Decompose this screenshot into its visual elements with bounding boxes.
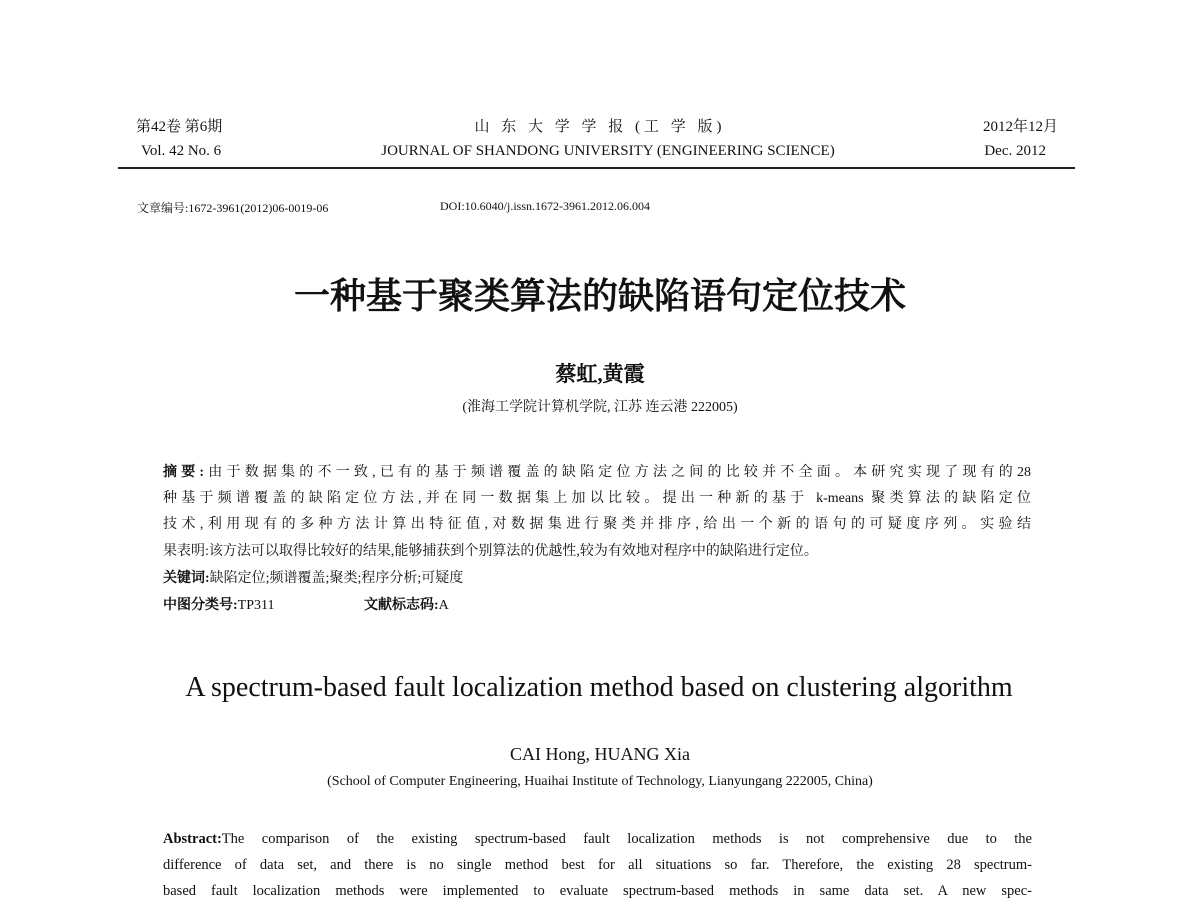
date-cn: 2012年12月 xyxy=(982,119,1058,135)
abstract-cn-line: 技术,利用现有的多种方法计算出特征值,对数据集进行聚类并排序,给出一个新的语句的可疑度序列。实验结 xyxy=(163,517,1031,532)
keywords-label: 关键词: xyxy=(163,571,210,586)
classification-value: TP311 xyxy=(237,598,275,613)
abstract-cn-label: 摘要: xyxy=(163,465,205,480)
article-id: 文章编号:1672-3961(2012)06-0019-06 xyxy=(137,201,329,215)
classification-label: 中图分类号: xyxy=(163,598,238,613)
abstract-cn-line: 种基于频谱覆盖的缺陷定位方法,并在同一数据集上加以比较。提出一种新的基于 k-means 聚类算法的缺陷定位 xyxy=(163,491,1031,506)
abstract-en-line: difference of data set, and there is no single method best for all situations so far. Therefore, the existing 28 spectrum- xyxy=(163,857,1032,873)
abstract-cn-line: 由于数据集的不一致,已有的基于频谱覆盖的缺陷定位方法之间的比较并不全面。本研究实现了现有的28 xyxy=(204,465,1031,480)
affiliation-en: (School of Computer Engineering, Huaihai Institute of Technology, Lianyungang 222005, China) xyxy=(327,774,873,789)
document-code xyxy=(364,594,449,614)
authors-cn: 蔡虹,黄霞 xyxy=(555,362,645,386)
date-en: Dec. 2012 xyxy=(984,143,1046,159)
document-code-value: A xyxy=(438,598,449,613)
keywords-value: 缺陷定位;频谱覆盖;聚类;程序分析;可疑度 xyxy=(209,571,464,586)
journal-title-en: JOURNAL OF SHANDONG UNIVERSITY (ENGINEERING SCIENCE) xyxy=(381,143,835,159)
affiliation-cn: (淮海工学院计算机学院, 江苏 连云港 222005) xyxy=(462,400,738,415)
authors-en: CAI Hong, HUANG Xia xyxy=(510,744,690,764)
classification xyxy=(163,594,275,614)
volume-cn: 第42卷 第6期 xyxy=(136,119,223,135)
title-cn: 一种基于聚类算法的缺陷语句定位技术 xyxy=(293,276,906,317)
title-en: A spectrum-based fault localization method based on clustering algorithm xyxy=(185,672,1013,703)
header-rule xyxy=(118,167,1075,169)
abstract-en-line: based fault localization methods were implemented to evaluate spectrum-based methods in same data set. A new spec- xyxy=(163,883,1032,899)
doi: DOI:10.6040/j.issn.1672-3961.2012.06.004 xyxy=(440,199,650,213)
document-code-label: 文献标志码: xyxy=(364,598,439,613)
keywords-cn xyxy=(163,567,463,587)
abstract-en-label: Abstract: xyxy=(163,831,222,847)
abstract-en-line: The comparison of the existing spectrum-based fault localization methods is not comprehensive due to the xyxy=(221,831,1032,847)
journal-title-cn: 山 东 大 学 学 报 (工 学 版) xyxy=(474,119,726,135)
abstract-cn-line: 果表明:该方法可以取得比较好的结果,能够捕获到个别算法的优越性,较为有效地对程序中的缺陷进行定位。 xyxy=(163,544,818,559)
volume-en: Vol. 42 No. 6 xyxy=(141,143,222,159)
